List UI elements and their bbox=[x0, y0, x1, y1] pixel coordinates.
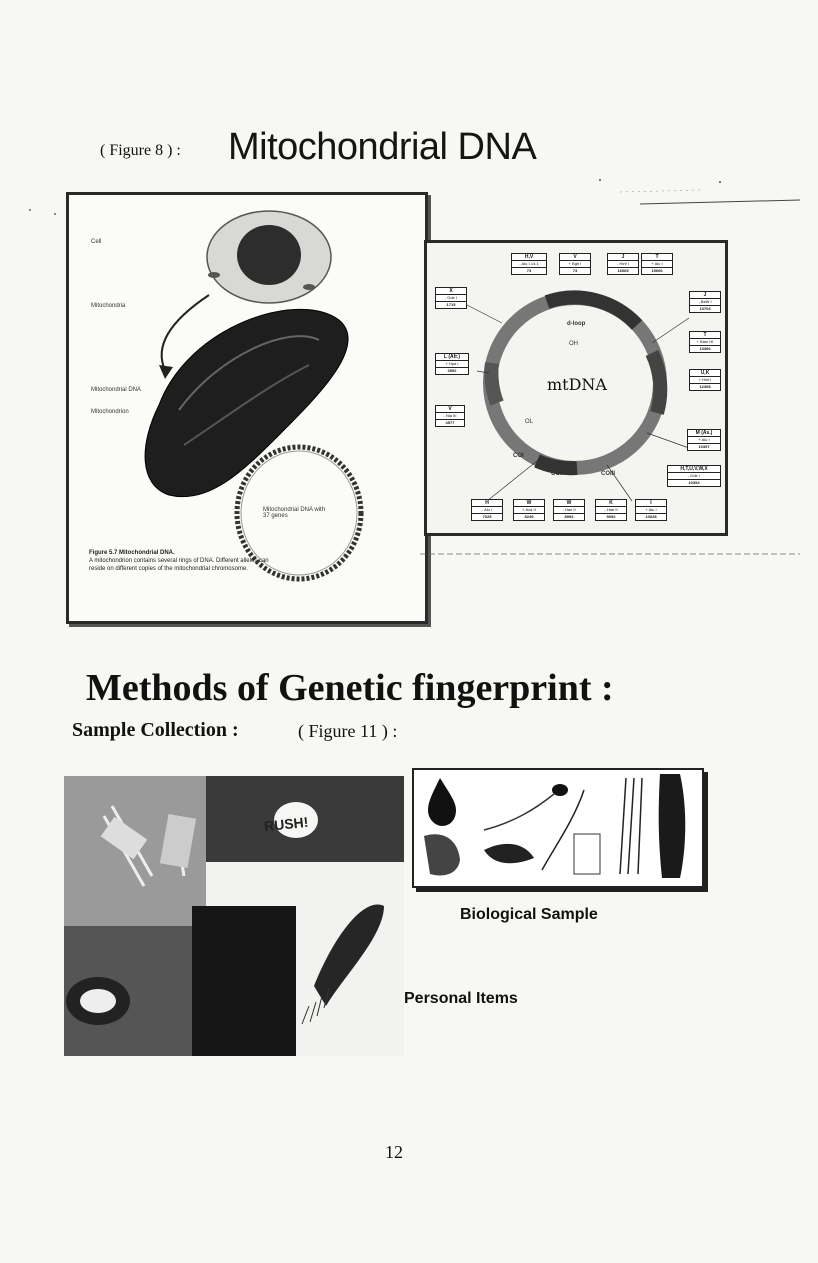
biological-sample-label: Biological Sample bbox=[460, 906, 598, 923]
biological-sample-photo bbox=[412, 768, 704, 888]
haplo-box-t2: T + Bam HI 13366 bbox=[689, 331, 721, 353]
nucleus-shape bbox=[237, 225, 301, 285]
coi-label: COI bbox=[513, 453, 524, 459]
haplo-box-w1: W + Ava II 8249 bbox=[513, 499, 545, 521]
sperm-tail-shape bbox=[484, 794, 554, 830]
mito-caption-text: A mitochondrion contains several rings of DNA. Different alleles can reside on different copies of the mitochondrial chromosome. bbox=[89, 558, 269, 572]
ol-label: OL bbox=[525, 419, 534, 425]
page-number: 12 bbox=[385, 1142, 403, 1162]
haplo-box-hv: H,V - Alu I-14.1 73 bbox=[511, 253, 547, 275]
label-cell: Cell bbox=[91, 239, 102, 245]
rush-text: RUSH! bbox=[263, 813, 310, 835]
haplo-box-i: I + Alu I 10028 bbox=[635, 499, 667, 521]
figure-11-label: ( Figure 11 ) : bbox=[298, 721, 398, 741]
haplo-box-htuvwx: H,T,U,V,W,X - Dde I 10394 bbox=[667, 465, 721, 487]
personal-items-photo bbox=[64, 776, 404, 1056]
coiii-label: COIII bbox=[601, 471, 616, 477]
haplo-box-v1: V + Bgh I 73 bbox=[559, 253, 591, 275]
label-mito-dna-genes: Mitochondrial DNA with 37 genes bbox=[263, 507, 326, 519]
mito-caption-title: Figure 5.7 Mitochondrial DNA. bbox=[89, 550, 175, 556]
oh-label: OH bbox=[569, 341, 578, 347]
sample-collection-label: Sample Collection : bbox=[72, 719, 239, 741]
personal-items-illustration bbox=[64, 776, 404, 1056]
coii-label: COII bbox=[551, 471, 564, 477]
label-mitochondria: Mitochondria bbox=[91, 303, 126, 309]
dloop-label: d-loop bbox=[567, 321, 586, 327]
haplo-box-w2: W - Hae II 8994 bbox=[553, 499, 585, 521]
label-mitochondrion: Mitochondrion bbox=[91, 409, 129, 415]
haplo-box-h: H - Alu I 7025 bbox=[471, 499, 503, 521]
tissue-shape bbox=[659, 774, 686, 878]
figure-8-title: Mitochondrial DNA bbox=[228, 126, 537, 168]
mito-caption bbox=[89, 549, 269, 573]
mtdna-center-label: mtDNA bbox=[547, 375, 607, 394]
biological-sample-illustration bbox=[414, 770, 698, 882]
haplo-box-m: M (As.) + Alu I 10397 bbox=[687, 429, 721, 451]
haplo-box-j2: J - BstN I 13704 bbox=[689, 291, 721, 313]
haplo-box-j1: J - Hinf I 16065 bbox=[607, 253, 639, 275]
haplo-box-v2: V - Nla III 4577 bbox=[435, 405, 465, 427]
dashed-rule bbox=[420, 548, 800, 560]
haplo-box-t1: T + Alu I 15606 bbox=[641, 253, 673, 275]
personal-items-label: Personal Items bbox=[404, 990, 518, 1007]
hair-shape bbox=[542, 790, 584, 870]
mtdna-map-figure bbox=[424, 240, 728, 536]
haplo-box-k: K - Hae II 9052 bbox=[595, 499, 627, 521]
figure-8-label: ( Figure 8 ) : bbox=[100, 142, 181, 159]
haplo-box-l: L (Afr.) + Hpa I 3592 bbox=[435, 353, 469, 375]
haplo-box-x: X - Dde I 1715 bbox=[435, 287, 467, 309]
blood-drop-shape bbox=[428, 778, 456, 826]
haplo-box-uk: U,K + Hinf I 12308 bbox=[689, 369, 721, 391]
dloop-segment bbox=[547, 297, 637, 325]
label-mito-dna: Mitochondrial DNA bbox=[91, 387, 142, 393]
methods-heading: Methods of Genetic fingerprint : bbox=[86, 667, 614, 709]
mitochondria-figure bbox=[66, 192, 428, 624]
